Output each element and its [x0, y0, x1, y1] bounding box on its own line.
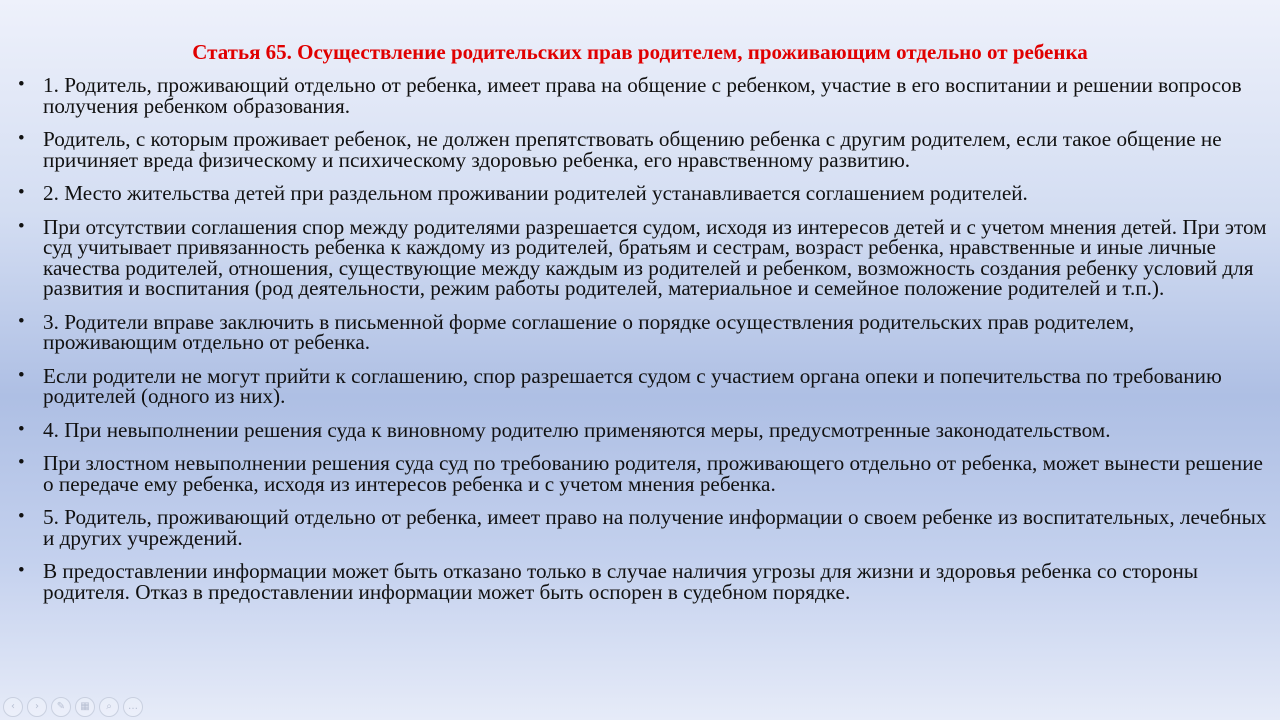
list-item: [18, 363, 1268, 408]
next-slide-icon[interactable]: ›: [27, 697, 47, 717]
list-item-text: 4. При невыполнении решения суда к виновному родителю применяются меры, предусмотренные законодательством.: [43, 417, 1111, 442]
bullet-icon: •: [18, 215, 25, 237]
slide-title: Статья 65. Осуществление родительских прав родителем, проживающим отдельно от ребенка: [192, 40, 1088, 64]
list-item: [18, 214, 1268, 300]
list-item-text: 1. Родитель, проживающий отдельно от ребенка, имеет права на общение с ребенком, участие в его воспитании и решении вопросов получения ребенком образования.: [43, 73, 1242, 118]
bullet-icon: •: [18, 74, 25, 95]
bullet-icon: •: [18, 506, 25, 527]
bullet-icon: •: [18, 364, 25, 386]
slideshow-nav-bar: [3, 697, 143, 717]
bullet-icon: •: [18, 128, 25, 149]
list-item: [18, 309, 1268, 354]
previous-slide-icon[interactable]: ‹: [3, 697, 23, 717]
bullet-list: [18, 75, 1268, 615]
list-item-text: При злостном невыполнении решения суда суд по требованию родителя, проживающего отдельно от ребенка, может вынести решение о передаче ему ребенка, исходя из интересов ребенка и с учетом мнения ребенка.: [43, 451, 1263, 496]
list-item: [18, 507, 1268, 548]
list-item: [18, 453, 1268, 494]
bullet-icon: •: [18, 310, 25, 332]
bullet-icon: •: [18, 452, 25, 473]
list-item-text: В предоставлении информации может быть отказано только в случае наличия угрозы для жизни и здоровья ребенка со стороны родителя. Отказ в предоставлении информации может быть оспорен в судебном порядке.: [43, 559, 1199, 604]
list-item-text: 3. Родители вправе заключить в письменной форме соглашение о порядке осуществления родительских прав родителем, проживающим отдельно от ребенка.: [43, 309, 1135, 354]
list-item: [18, 561, 1268, 602]
list-item-text: Родитель, с которым проживает ребенок, не должен препятствовать общению ребенка с другим родителем, если такое общение не причиняет вреда физическому и психическому здоровью ребенка, его нравственному развитию.: [43, 127, 1222, 172]
list-item-text: 5. Родитель, проживающий отдельно от ребенка, имеет право на получение информации о своем ребенке из воспитательных, лечебных и других учреждений.: [43, 505, 1267, 550]
more-options-icon[interactable]: …: [123, 697, 143, 717]
list-item: [18, 183, 1268, 204]
list-item-text: Если родители не могут прийти к соглашению, спор разрешается судом с участием органа опеки и попечительства по требованию родителей (одного из них).: [43, 363, 1222, 408]
bullet-icon: •: [18, 418, 25, 440]
list-item: [18, 417, 1268, 442]
list-item: [18, 75, 1268, 116]
list-item: [18, 129, 1268, 170]
bullet-icon: •: [18, 182, 25, 203]
slides-grid-icon[interactable]: ▦: [75, 697, 95, 717]
zoom-icon[interactable]: ⌕: [99, 697, 119, 717]
list-item-text: 2. Место жительства детей при раздельном проживании родителей устанавливается соглашением родителей.: [43, 181, 1028, 205]
bullet-icon: •: [18, 560, 25, 581]
list-item-text: При отсутствии соглашения спор между родителями разрешается судом, исходя из интересов детей и с учетом мнения детей. При этом суд учитывает привязанность ребенка к каждому из родителей, братьям и сестрам, возраст ребенка, нравственные и иные личные качества родителей, отношения, существующие между каждым из родителей и ребенком, возможность создания ребенку условий для развития и воспитания (род деятельности, режим работы родителей, материальное и семейное положение родителей и т.п.).: [43, 214, 1267, 300]
pen-icon[interactable]: ✎: [51, 697, 71, 717]
